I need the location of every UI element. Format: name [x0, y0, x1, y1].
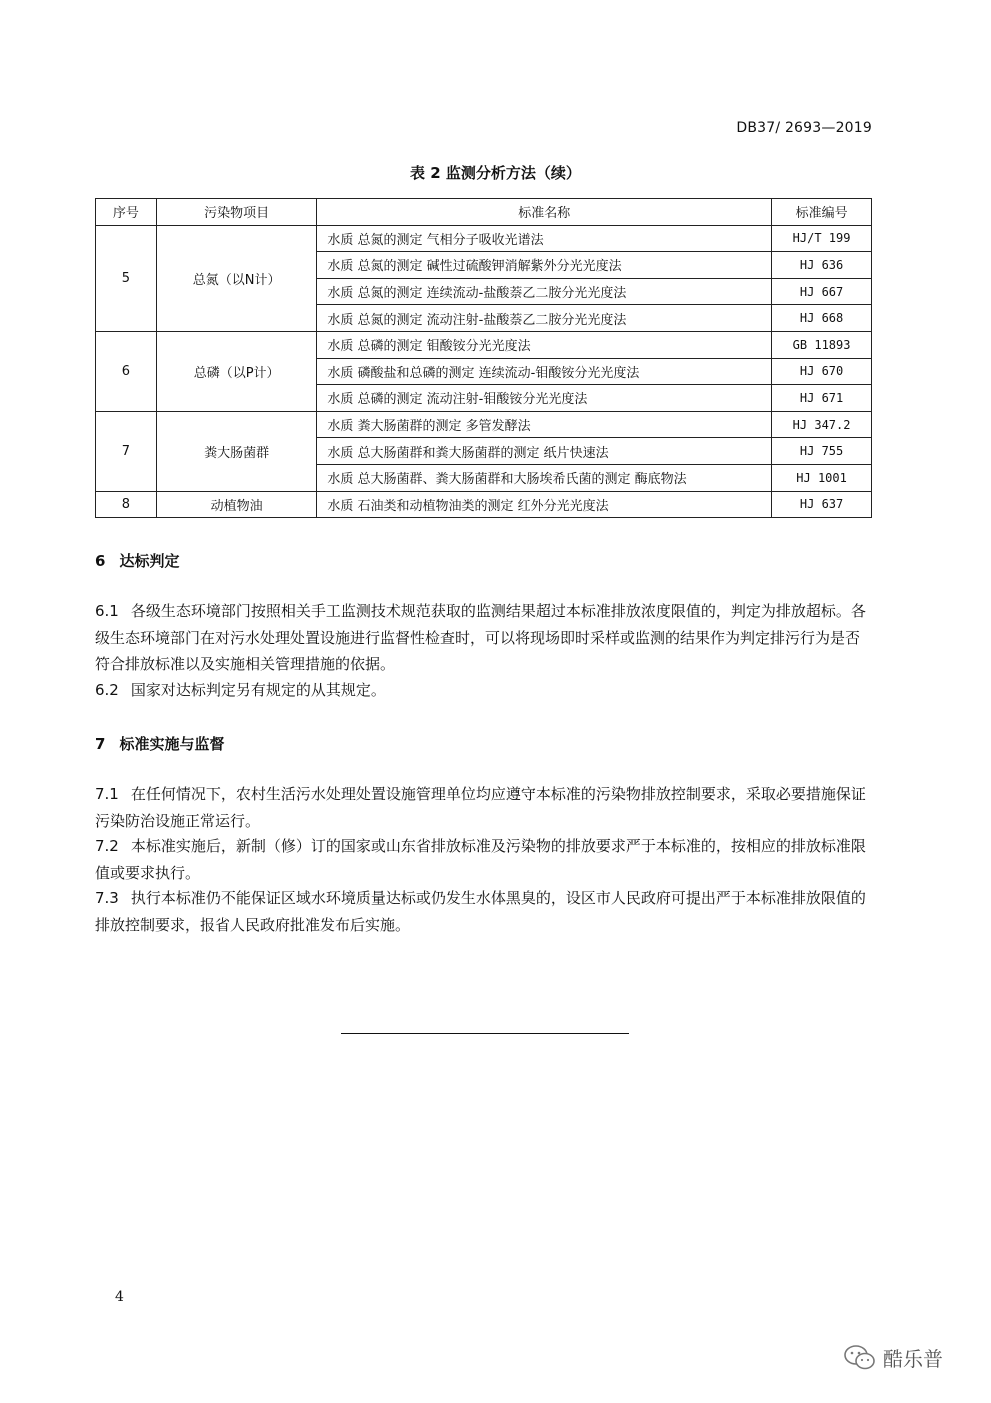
header-standard-code: 标准编号 [772, 199, 872, 226]
standard-name: 水质 石油类和动植物油类的测定 红外分光光度法 [317, 491, 772, 518]
table-row [96, 331, 872, 358]
header-pollutant: 污染物项目 [156, 199, 317, 226]
standard-code: HJ 668 [772, 305, 872, 332]
standard-code: HJ 755 [772, 438, 872, 465]
standard-name: 水质 总磷的测定 钼酸铵分光光度法 [317, 331, 772, 358]
standard-name: 水质 总氮的测定 流动注射-盐酸萘乙二胺分光光度法 [317, 305, 772, 332]
page-number: 4 [115, 1289, 124, 1305]
standard-code: HJ 1001 [772, 464, 872, 491]
standard-code: HJ 670 [772, 358, 872, 385]
standard-name: 水质 总氮的测定 碱性过硫酸钾消解紫外分光光度法 [317, 252, 772, 279]
row-pollutant: 总氮（以N计） [156, 225, 317, 331]
table-header-row [96, 199, 872, 226]
row-num: 8 [96, 491, 157, 518]
doc-code: DB37/ 2693—2019 [736, 120, 872, 136]
watermark [843, 1343, 943, 1372]
header-num: 序号 [96, 199, 157, 226]
paragraph-number: 6.2 [95, 681, 119, 699]
paragraph-text: 在任何情况下，农村生活污水处理处置设施管理单位均应遵守本标准的污染物排放控制要求，采取必要措施保证污染防治设施正常运行。 [95, 785, 866, 830]
row-pollutant: 粪大肠菌群 [156, 411, 317, 491]
table-title: 表 2 监测分析方法（续） [410, 164, 581, 182]
paragraph-number: 7.2 [95, 837, 119, 855]
standard-name: 水质 总磷的测定 流动注射-钼酸铵分光光度法 [317, 385, 772, 412]
paragraph-text: 执行本标准仍不能保证区域水环境质量达标或仍发生水体黑臭的，设区市人民政府可提出严于本标准排放限值的排放控制要求，报省人民政府批准发布后实施。 [95, 889, 866, 934]
standard-name: 水质 总氮的测定 气相分子吸收光谱法 [317, 225, 772, 252]
paragraph-7-2 [95, 833, 872, 886]
wechat-icon [843, 1344, 877, 1372]
paragraph-text: 国家对达标判定另有规定的从其规定。 [130, 681, 386, 699]
section-7-heading [95, 733, 224, 754]
end-rule [341, 1033, 629, 1034]
table-row [96, 411, 872, 438]
paragraph-7-1 [95, 781, 872, 834]
paragraph-text: 各级生态环境部门按照相关手工监测技术规范获取的监测结果超过本标准排放浓度限值的，判定为排放超标。各级生态环境部门在对污水处理处置设施进行监督性检查时，可以将现场即时采样或监测的结果作为判定排污行为是否符合排放标准以及实施相关管理措施的依据。 [95, 602, 866, 673]
row-num: 5 [96, 225, 157, 331]
header-standard-name: 标准名称 [317, 199, 772, 226]
paragraph-text: 本标准实施后，新制（修）订的国家或山东省排放标准及污染物的排放要求严于本标准的，按相应的排放标准限值或要求执行。 [95, 837, 866, 882]
row-num: 6 [96, 331, 157, 411]
section-number: 6 [95, 552, 106, 570]
standard-code: HJ 671 [772, 385, 872, 412]
standard-code: GB 11893 [772, 331, 872, 358]
paragraph-number: 6.1 [95, 602, 119, 620]
section-6-heading [95, 550, 179, 571]
paragraph-7-3 [95, 885, 872, 938]
standard-code: HJ 347.2 [772, 411, 872, 438]
paragraph-number: 7.1 [95, 785, 119, 803]
standard-name: 水质 总大肠菌群和粪大肠菌群的测定 纸片快速法 [317, 438, 772, 465]
section-title: 达标判定 [119, 552, 180, 570]
row-num: 7 [96, 411, 157, 491]
table-row [96, 225, 872, 252]
standard-name: 水质 总氮的测定 连续流动-盐酸萘乙二胺分光光度法 [317, 278, 772, 305]
paragraph-number: 7.3 [95, 889, 119, 907]
row-pollutant: 总磷（以P计） [156, 331, 317, 411]
standard-code: HJ 637 [772, 491, 872, 518]
methods-table [95, 198, 872, 518]
paragraph-6-1 [95, 598, 872, 678]
row-pollutant: 动植物油 [156, 491, 317, 518]
standard-code: HJ/T 199 [772, 225, 872, 252]
section-number: 7 [95, 735, 106, 753]
section-title: 标准实施与监督 [119, 735, 225, 753]
watermark-text: 酷乐普 [883, 1347, 943, 1371]
paragraph-6-2 [95, 677, 872, 704]
standard-name: 水质 粪大肠菌群的测定 多管发酵法 [317, 411, 772, 438]
standard-name: 水质 磷酸盐和总磷的测定 连续流动-钼酸铵分光光度法 [317, 358, 772, 385]
table-row [96, 491, 872, 518]
standard-name: 水质 总大肠菌群、粪大肠菌群和大肠埃希氏菌的测定 酶底物法 [317, 464, 772, 491]
standard-code: HJ 636 [772, 252, 872, 279]
standard-code: HJ 667 [772, 278, 872, 305]
